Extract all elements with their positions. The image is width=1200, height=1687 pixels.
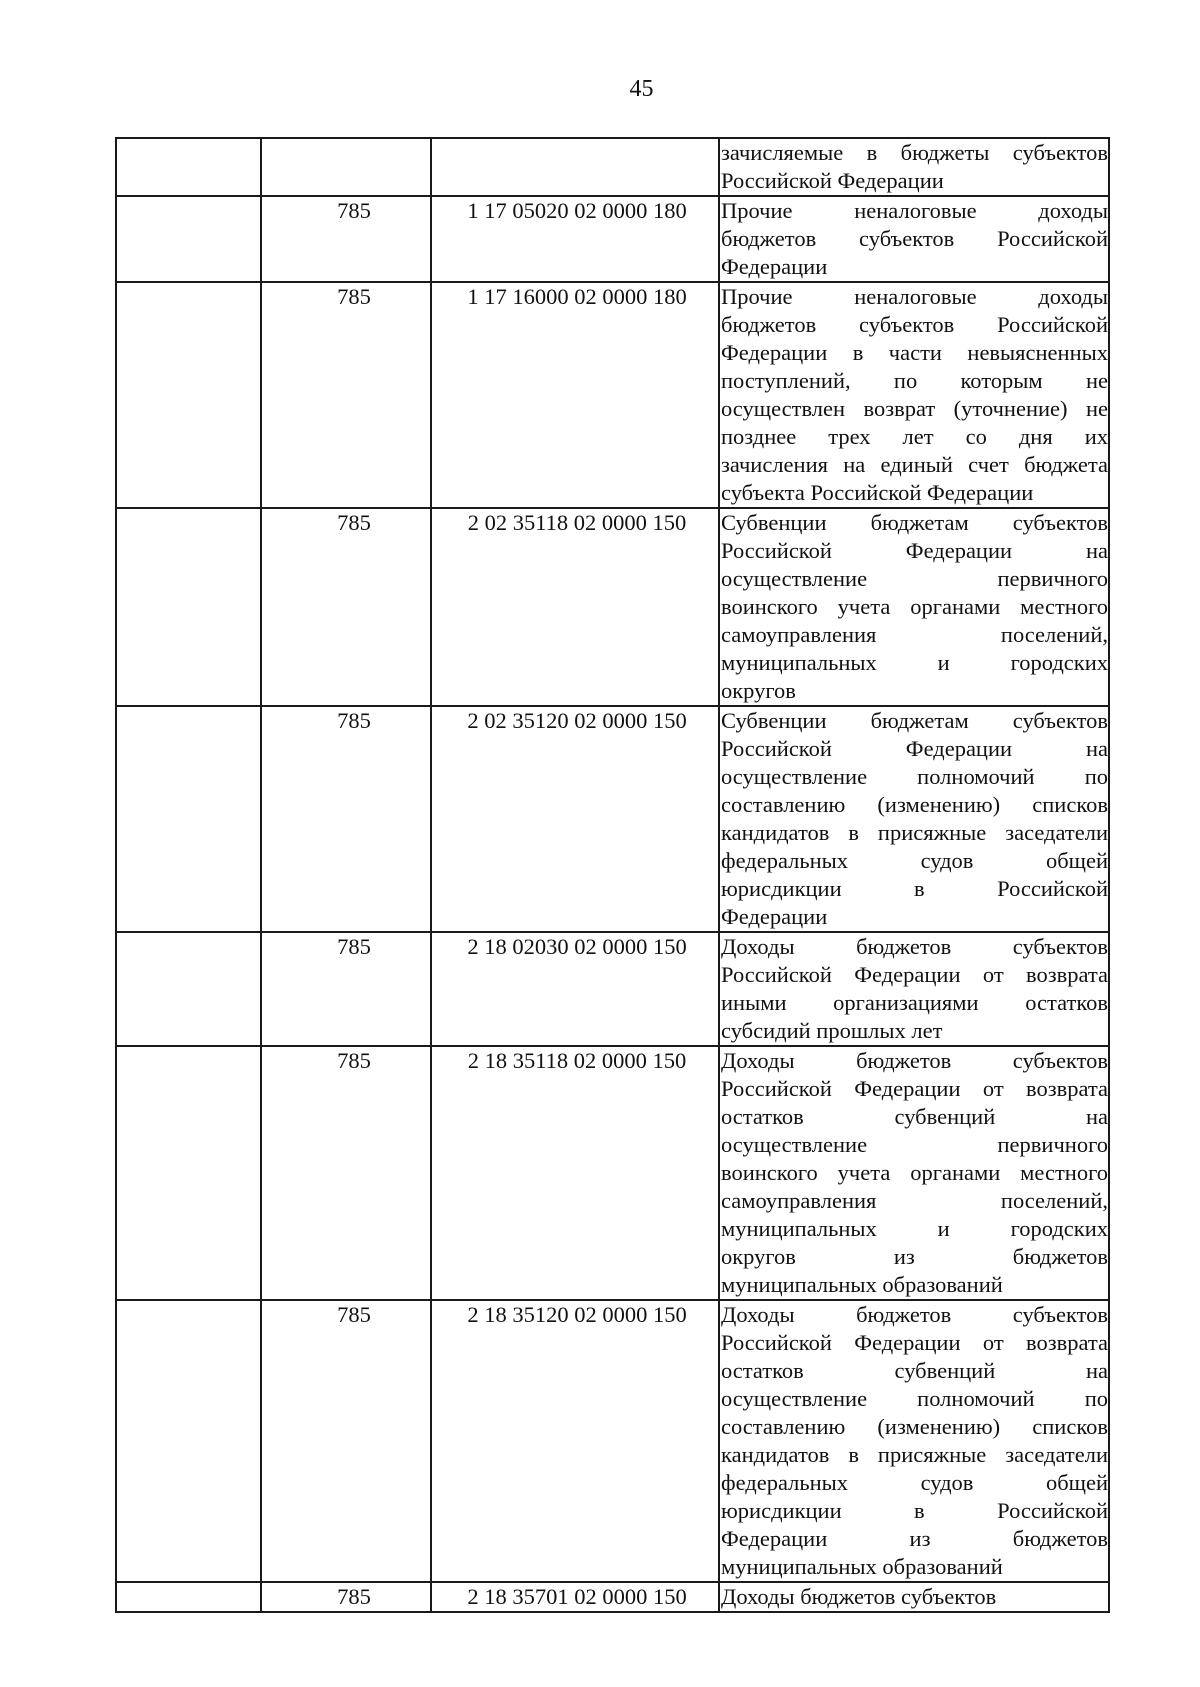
admin-code-cell: 785 — [261, 706, 431, 932]
revenue-name-line: составлению (изменению) списков — [721, 1414, 1108, 1439]
revenue-name-line: кандидатов в присяжные заседатели — [721, 820, 1108, 845]
table-row — [116, 196, 1109, 282]
revenue-name-line: муниципальных и городских — [721, 1216, 1108, 1241]
revenue-name-line: зачисления на единый счет бюджета — [721, 452, 1108, 477]
revenue-name-line: округов — [721, 678, 796, 703]
page-number: 45 — [629, 76, 654, 102]
revenue-name-cell — [719, 282, 1109, 508]
revenue-name-line: муниципальных образований — [721, 1272, 1003, 1297]
revenue-name-line: бюджетов субъектов Российской — [721, 312, 1108, 337]
revenue-name-line: округов из бюджетов — [721, 1244, 1108, 1269]
table-row — [116, 932, 1109, 1046]
admin-code-cell: 785 — [261, 508, 431, 706]
empty-cell — [116, 1582, 261, 1612]
revenue-name-line: муниципальных и городских — [721, 650, 1108, 675]
revenue-name-cell — [719, 932, 1109, 1046]
revenue-name-cell — [719, 508, 1109, 706]
revenue-name-line: Субвенции бюджетам субъектов — [721, 708, 1108, 733]
admin-code-cell: 785 — [261, 282, 431, 508]
empty-cell — [116, 508, 261, 706]
empty-cell — [116, 282, 261, 508]
kbk-code-cell: 2 02 35118 02 0000 150 — [431, 508, 719, 706]
revenue-name-line: самоуправления поселений, — [721, 1188, 1108, 1213]
revenue-name-line: юрисдикции в Российской — [721, 876, 1108, 901]
revenue-name-cell — [719, 138, 1109, 196]
empty-cell — [116, 138, 261, 196]
kbk-code-cell: 2 18 35701 02 0000 150 — [431, 1582, 719, 1612]
table-row — [116, 508, 1109, 706]
kbk-code-cell: 1 17 05020 02 0000 180 — [431, 196, 719, 282]
table-row — [116, 282, 1109, 508]
kbk-code-cell: 2 18 35120 02 0000 150 — [431, 1300, 719, 1582]
admin-code-cell: 785 — [261, 1300, 431, 1582]
revenue-name-line: Российской Федерации от возврата — [721, 1076, 1108, 1101]
empty-cell — [116, 1300, 261, 1582]
revenue-name-line: зачисляемые в бюджеты субъектов — [721, 140, 1108, 165]
revenue-name-line: Федерации из бюджетов — [721, 1526, 1108, 1551]
revenue-name-cell — [719, 706, 1109, 932]
admin-code-cell — [261, 138, 431, 196]
revenue-name-line: Российской Федерации на — [721, 736, 1108, 761]
revenue-name-line: осуществление первичного — [721, 1132, 1108, 1157]
revenue-name-line: самоуправления поселений, — [721, 622, 1108, 647]
admin-code-cell: 785 — [261, 1046, 431, 1300]
revenue-name-cell — [719, 1046, 1109, 1300]
revenue-name-line: остатков субвенций на — [721, 1104, 1108, 1129]
table-row — [116, 1046, 1109, 1300]
revenue-name-line: Прочие неналоговые доходы — [721, 198, 1108, 223]
revenue-name-line: Российской Федерации — [721, 168, 944, 193]
revenue-name-line: Федерации — [721, 254, 828, 279]
revenue-name-cell — [719, 1582, 1109, 1612]
budget-revenue-table — [115, 137, 1110, 1613]
table-row — [116, 1300, 1109, 1582]
revenue-name-line: Доходы бюджетов субъектов — [721, 1584, 997, 1609]
revenue-name-line: Российской Федерации на — [721, 538, 1108, 563]
revenue-name-line: Федерации — [721, 904, 828, 929]
kbk-code-cell — [431, 138, 719, 196]
revenue-name-line: Российской Федерации от возврата — [721, 962, 1108, 987]
admin-code-cell: 785 — [261, 1582, 431, 1612]
revenue-name-line: Доходы бюджетов субъектов — [721, 1048, 1108, 1073]
table-body — [116, 138, 1109, 1612]
revenue-name-line: осуществление первичного — [721, 566, 1108, 591]
revenue-name-line: осуществление полномочий по — [721, 764, 1108, 789]
revenue-name-line: остатков субвенций на — [721, 1358, 1108, 1383]
revenue-name-line: бюджетов субъектов Российской — [721, 226, 1108, 251]
empty-cell — [116, 1046, 261, 1300]
revenue-name-line: Федерации в части невыясненных — [721, 340, 1108, 365]
revenue-name-line: осуществление полномочий по — [721, 1386, 1108, 1411]
revenue-name-line: воинского учета органами местного — [721, 594, 1108, 619]
admin-code-cell: 785 — [261, 932, 431, 1046]
revenue-name-line: кандидатов в присяжные заседатели — [721, 1442, 1108, 1467]
revenue-name-line: позднее трех лет со дня их — [721, 424, 1108, 449]
revenue-name-line: муниципальных образований — [721, 1554, 1003, 1579]
admin-code-cell: 785 — [261, 196, 431, 282]
revenue-name-line: воинского учета органами местного — [721, 1160, 1108, 1185]
revenue-name-line: субъекта Российской Федерации — [721, 480, 1034, 505]
empty-cell — [116, 932, 261, 1046]
kbk-code-cell: 1 17 16000 02 0000 180 — [431, 282, 719, 508]
revenue-name-line: осуществлен возврат (уточнение) не — [721, 396, 1108, 421]
revenue-name-line: юрисдикции в Российской — [721, 1498, 1108, 1523]
revenue-name-cell — [719, 196, 1109, 282]
revenue-name-cell — [719, 1300, 1109, 1582]
revenue-name-line: Российской Федерации от возврата — [721, 1330, 1108, 1355]
revenue-name-line: федеральных судов общей — [721, 1470, 1108, 1495]
revenue-name-line: Прочие неналоговые доходы — [721, 284, 1108, 309]
revenue-name-line: субсидий прошлых лет — [721, 1018, 943, 1043]
revenue-name-line: составлению (изменению) списков — [721, 792, 1108, 817]
empty-cell — [116, 196, 261, 282]
revenue-name-line: Субвенции бюджетам субъектов — [721, 510, 1108, 535]
kbk-code-cell: 2 18 02030 02 0000 150 — [431, 932, 719, 1046]
revenue-name-line: иными организациями остатков — [721, 990, 1108, 1015]
revenue-name-line: Доходы бюджетов субъектов — [721, 934, 1108, 959]
kbk-code-cell: 2 02 35120 02 0000 150 — [431, 706, 719, 932]
revenue-name-line: федеральных судов общей — [721, 848, 1108, 873]
table-row — [116, 1582, 1109, 1612]
kbk-code-cell: 2 18 35118 02 0000 150 — [431, 1046, 719, 1300]
table-row — [116, 706, 1109, 932]
table-row — [116, 138, 1109, 196]
empty-cell — [116, 706, 261, 932]
revenue-name-line: поступлений, по которым не — [721, 368, 1108, 393]
revenue-name-line: Доходы бюджетов субъектов — [721, 1302, 1108, 1327]
